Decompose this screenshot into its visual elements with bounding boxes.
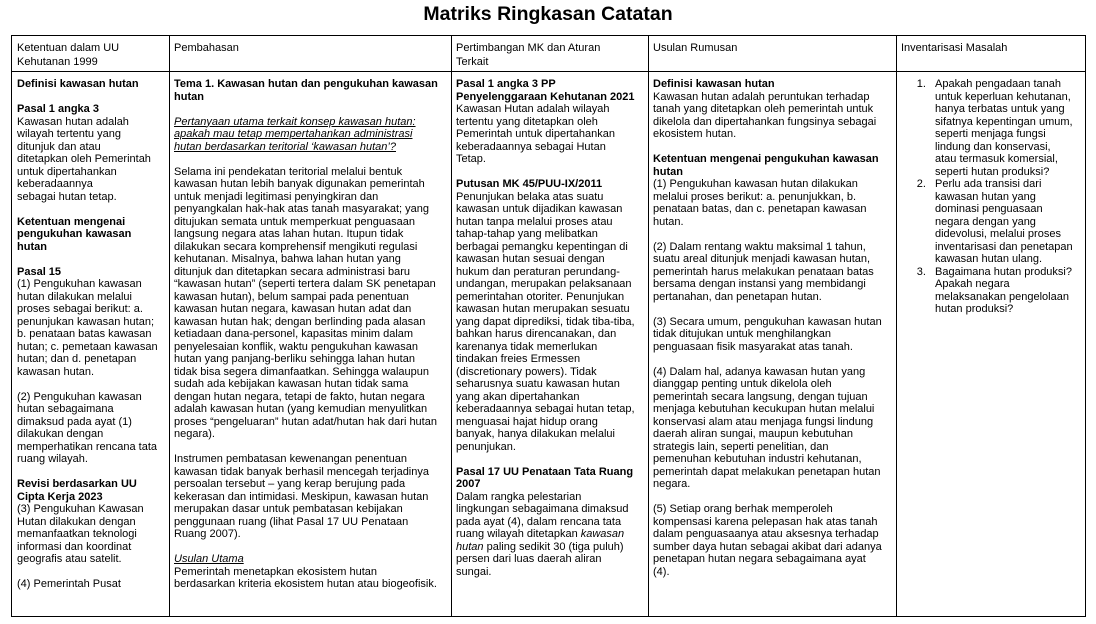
section-heading: Pasal 1 angka 3 [17,103,99,115]
paragraph: Kawasan hutan adalah peruntukan terhadap tanah yang ditetapkan oleh pemerintah untuk dikelola dan dipertahankan fungsinya sebagai ekosistem hutan. [653,90,877,140]
paragraph: (5) Setiap orang berhak memperoleh kompensasi karena pelepasan hak atas tanah dalam penguasaanya atau aksesnya terhadap sumber daya hutan sebagai akibat dari adanya penetapan hutan negara sebagaimana ayat (4). [653,503,882,578]
paragraph [456,491,646,579]
list-item: 3. Bagaimana hutan produksi? Apakah negara melaksanakan pengelolaan hutan produksi? [929,266,1085,316]
paragraph: (1) Pengukuhan kawasan hutan dilakukan melalui proses berikut: a. penunjukkan, b. penataan batas, dan c. penetapan kawasan hutan. [653,178,867,228]
column-divider [648,36,649,616]
section-heading: Definisi kawasan hutan [17,78,139,90]
section-heading: Pasal 1 angka 3 PP Penyelenggaraan Kehutanan 2021 [456,78,635,103]
paragraph: (3) Pengukuhan Kawasan Hutan dilakukan dengan memanfaatkan teknologi informasi dan koordinat geografis atau satelit. [17,503,144,565]
column-divider [896,36,897,616]
section-heading: Revisi berdasarkan UU Cipta Kerja 2023 [17,478,137,503]
cell-pembahasan [174,78,450,612]
paragraph: (4) Pemerintah Pusat [17,578,121,590]
list-item: 2. Perlu ada transisi dari kawasan hutan yang dominasi penguasaan negara dengan yang didevolusi, melalui proses inventarisasi dan penetapan kawasan hutan ulang. [929,178,1085,266]
header-divider [12,71,1085,72]
section-heading: Putusan MK 45/PUU-IX/2011 [456,178,603,190]
text-run: paling sedikit 30 (tiga puluh) persen dari luas daerah aliran sungai. [456,540,624,578]
issue-list [901,78,1085,316]
key-question: Pertanyaan utama terkait konsep kawasan hutan: apakah mau tetap mempertahankan administrasi hutan berdasarkan teritorial ‘kawasan hutan’? [174,115,416,153]
summary-matrix-table [11,35,1086,617]
column-header-pembahasan: Pembahasan [174,42,239,54]
column-divider [169,36,170,616]
paragraph: (4) Dalam hal, adanya kawasan hutan yang dianggap penting untuk dikelola oleh pemerintah secara langsung, dengan tujuan menjaga kebutuhan kecukupan hutan melalui konservasi alam atau menjaga fungsi lindung daerah aliran sungai, maupun kebutuhan strategis lain, seperti penelitian, dan pemenuhan kebutuhan industri kehutanan, pemerintah dapat melakukan penetapan hutan negara. [653,365,881,490]
section-heading: Ketentuan mengenai pengukuhan kawasan hutan [17,215,132,253]
text-run-italic: kawasan [580,528,625,540]
subheading-usulan-utama: Usulan Utama [174,553,244,565]
cell-ketentuan [17,78,167,612]
cell-inventarisasi [901,78,1085,612]
paragraph: Pemerintah menetapkan ekosistem hutan berdasarkan kriteria ekosistem hutan atau biogeofisik. [174,565,437,590]
section-heading: Definisi kawasan hutan [653,78,775,90]
column-header-pertimbangan: Pertimbangan MK dan Aturan Terkait [456,42,601,68]
paragraph: Penunjukan belaka atas suatu kawasan untuk dijadikan kawasan hutan tanpa melalui proses atau tahap-tahap yang melibatkan berbagai pemangku kepentingan di kawasan hutan sesuai dengan hukum dan peraturan perundang- undangan, merupakan pelaksanaan pemerintahan otoriter. Penunjukan kawasan hutan merupakan sesuatu yang dapat diprediksi, tidak tiba-tiba, bahkan harus direncanakan, dan karenanya tidak memerlukan tindakan freies Ermessen (discretionary powers). Tidak seharusnya suatu kawasan hutan yang akan dipertahankan keberadaannya sebagai hutan tetap, menguasai hajat hidup orang banyak, hanya dilakukan melalui penunjukan. [456,190,635,453]
cell-pertimbangan [456,78,646,612]
column-header-inventarisasi: Inventarisasi Masalah [901,42,1008,54]
column-header-ketentuan: Ketentuan dalam UU Kehutanan 1999 [17,42,120,68]
column-header-usulan: Usulan Rumusan [653,42,738,54]
paragraph: Instrumen pembatasan kewenangan penentuan kawasan tidak banyak berhasil mencegah terjadinya persoalan tersebut – yang kerap berujung pada kekerasan dan intimidasi. Meskipun, kawasan hutan merupakan dasar untuk pembatasan kebijakan penggunaan ruang (lihat Pasal 17 UU Penataan Ruang 2007). [174,453,429,540]
column-divider [451,36,452,616]
paragraph: (3) Secara umum, pengukuhan kawasan hutan tidak ditujukan untuk menghilangkan penguasaan fisik masyarakat atas tanah. [653,315,882,353]
paragraph: (1) Pengukuhan kawasan hutan dilakukan melalui proses sebagai berikut: a. penunjukan kawasan hutan; b. penataan batas kawasan hutan; c. pemetaan kawasan hutan; dan d. penetapan kawasan hutan. [17,278,158,378]
list-item: 1. Apakah pengadaan tanah untuk keperluan kehutanan, hanya terbatas untuk yang sifatnya kepentingan umum, seperti menjaga fungsi lindung dan konservasi, atau termasuk komersial, seperti hutan produksi? [929,78,1085,178]
paragraph: Kawasan Hutan adalah wilayah tertentu yang ditetapkan oleh Pemerintah untuk dipertahankan keberadaannya sebagai Hutan Tetap. [456,103,615,165]
paragraph: Kawasan hutan adalah wilayah tertentu yang ditunjuk dan atau ditetapkan oleh Pemerintah untuk dipertahankan keberadaannya sebagai hutan tetap. [17,115,151,203]
paragraph: Selama ini pendekatan teritorial melalui bentuk kawasan hutan lebih banyak digunakan pemerintah untuk menjadi legitimasi penyingkiran dan penyangkalan hak-hak atas tanah masyarakat; yang ditujukan semata untuk memperkuat penguasaan langsung negara atas lahan hutan. Itupun tidak dilakukan secara komprehensif mengikuti regulasi kehutanan. Misalnya, bahwa lahan hutan yang ditunjuk dan ditetapkan secara administrasi baru “kawasan hutan” (seperti tertera dalam SK penetapan kawasan hutan), belum sampai pada penentuan kawasan hutan negara, kawasan hutan adat dan kawasan hutan hak; dengan berlinding pada alasan ketiadaan dana-personel, kapasitas minim dalam penyelesaian konflik, waktu pengukuhan kawasan hutan yang panjang-berliku sehingga lahan hutan tidak bisa segera dimanfaatkan. Sehingga walaupun sudah ada kebijakan kawasan hutan tidak sama dengan hutan negara, tetapi de fakto, hutan negara adalah kawasan hutan (yang kemudian menyulitkan proses “pengeluaran” hutan adat/hutan hak dari hutan negara). [174,165,437,440]
document-title: Matriks Ringkasan Catatan [423,3,673,25]
paragraph: (2) Pengukuhan kawasan hutan sebagaimana dimaksud pada ayat (1) dilakukan dengan memperhatikan rencana tata ruang wilayah. [17,390,158,465]
section-heading: Tema 1. Kawasan hutan dan pengukuhan kawasan hutan [174,78,438,103]
cell-usulan [653,78,893,612]
text-run: Dalam rangka pelestarian lingkungan sebagaimana dimaksud pada ayat (4), dalam rencana tata ruang wilayah ditetapkan [456,490,629,540]
section-heading: Pasal 17 UU Penataan Tata Ruang 2007 [456,465,634,490]
section-heading: Ketentuan mengenai pengukuhan kawasan hutan [653,153,879,178]
section-heading: Pasal 15 [17,265,62,278]
text-run-italic: hutan [456,540,484,553]
paragraph: (2) Dalam rentang waktu maksimal 1 tahun, suatu areal ditunjuk menjadi kawasan hutan, pemerintah harus melakukan penataan batas bersama dengan instansi yang membidangi pertanahan, dan penetapan hutan. [653,240,874,303]
